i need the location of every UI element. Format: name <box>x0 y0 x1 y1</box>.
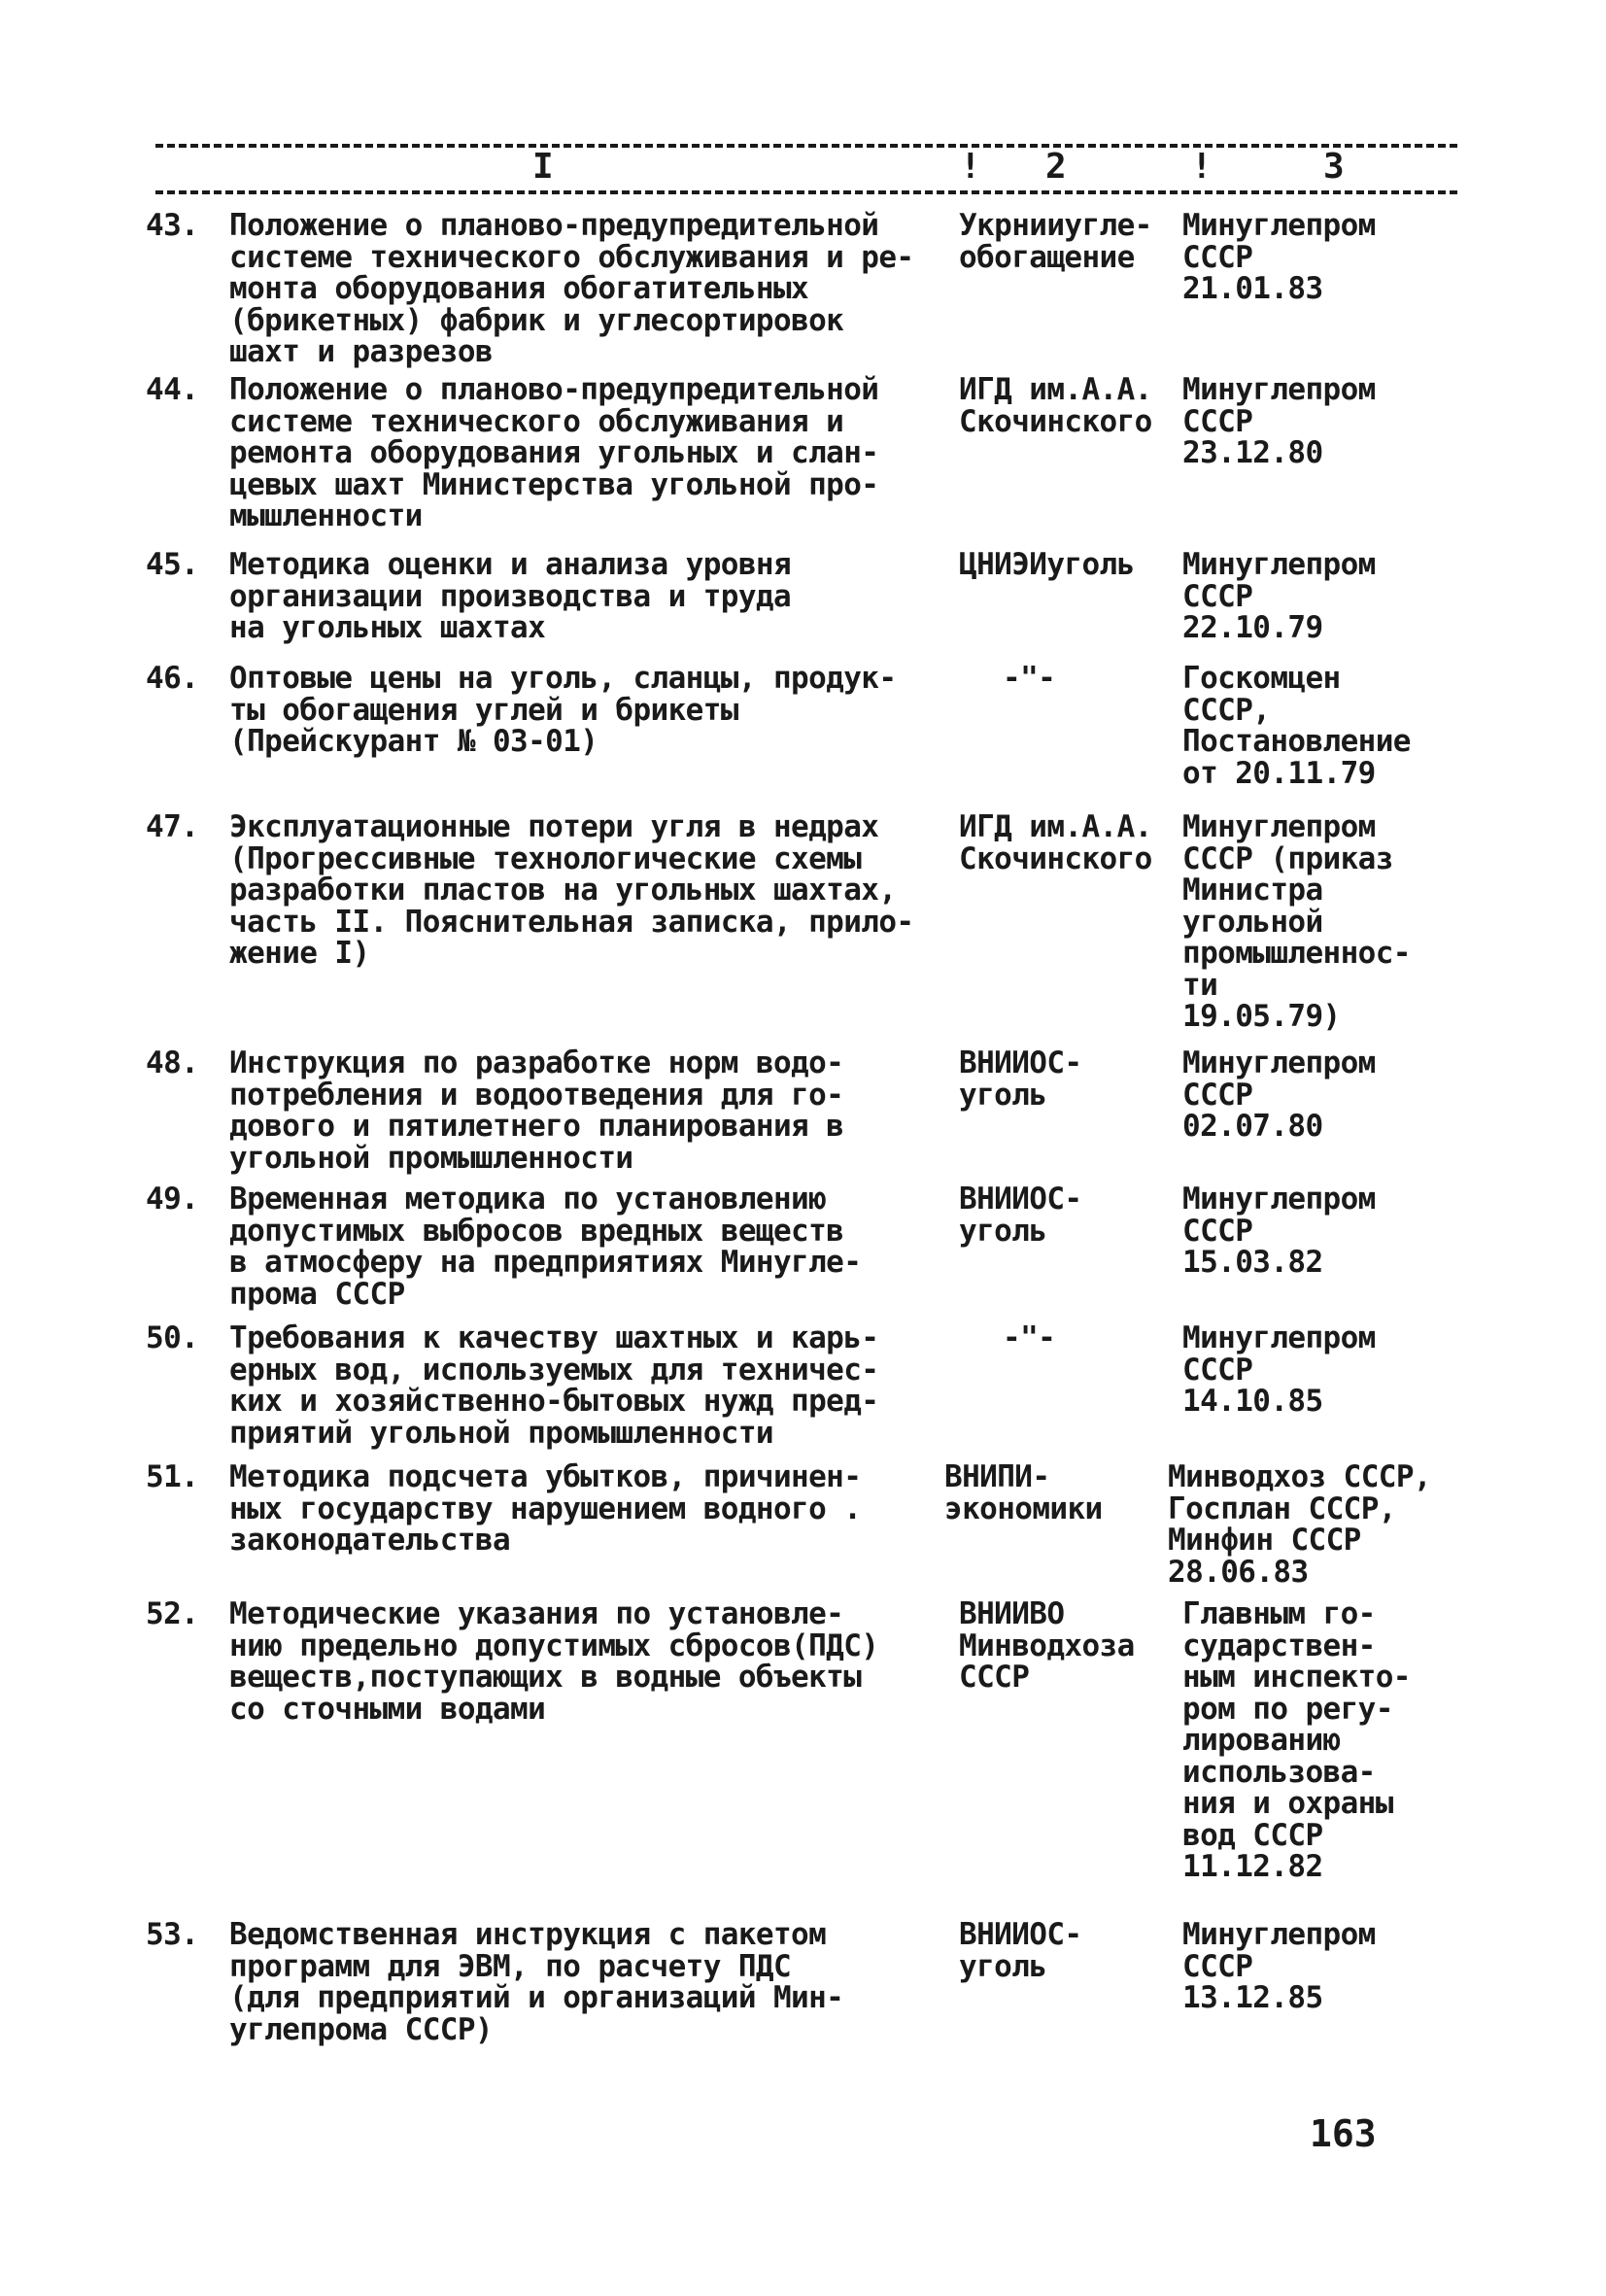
row-organization: ИГД им.А.А. Скочинского <box>959 809 1152 876</box>
row-organization: -"- <box>1003 661 1056 696</box>
row-title: Положение о планово-предупредительной системе технического обслуживания и ремонта оборудования угольных и слан- цевых шахт Министерства угольной про- мышленности <box>229 372 879 533</box>
table-row <box>0 374 1606 549</box>
row-approval: Главным го- сударствен- ным инспекто- ром по регу- лированию использова- ния и охраны вод СССР 11.12.82 <box>1182 1596 1411 1884</box>
table-row <box>0 663 1606 811</box>
row-number: 44. <box>146 372 199 407</box>
row-approval: Минуглепром СССР 13.12.85 <box>1182 1917 1376 2015</box>
row-organization: ВНИИОС- уголь <box>959 1917 1082 1984</box>
row-title: Оптовые цены на уголь, сланцы, продук- ты обогащения углей и брикеты (Прейскурант № 03-01) <box>229 661 897 759</box>
row-approval: Госкомцен СССР, Постановление от 20.11.79 <box>1182 661 1411 791</box>
table-row <box>0 1919 1606 2055</box>
row-approval: Минуглепром СССР (приказ Министра угольной промышленнос- ти 19.05.79) <box>1182 809 1411 1034</box>
column-header-2: 2 <box>1045 147 1067 187</box>
row-title: Ведомственная инструкция с пакетом программ для ЭВМ, по расчету ПДС (для предприятий и организаций Мин- углепрома СССР) <box>229 1917 844 2047</box>
column-header-1: I <box>532 147 554 187</box>
row-title: Временная методика по установлению допустимых выбросов вредных веществ в атмосферу на предприятиях Минугле- прома СССР <box>229 1182 862 1312</box>
row-title: Методика оценки и анализа уровня организации производства и труда на угольных шахтах <box>229 547 792 645</box>
row-title: Инструкция по разработке норм водо- потребления и водоотведения для го- дового и пятилетнего планирования в угольной промышленности <box>229 1045 844 1176</box>
row-title: Методические указания по установле- нию предельно допустимых сбросов(ПДС) веществ,поступающих в водные объекты со сточными водами <box>229 1596 879 1727</box>
column-separator-2: ! <box>1191 147 1213 187</box>
row-number: 51. <box>146 1459 199 1494</box>
column-separator-1: ! <box>960 147 981 187</box>
row-title: Методика подсчета убытков, причинен- ных государству нарушением водного . законодательства <box>229 1459 862 1558</box>
table-row <box>0 549 1606 663</box>
row-number: 46. <box>146 661 199 696</box>
row-organization: ВНИИВО Минводхоза СССР <box>959 1596 1135 1695</box>
row-organization: ЦНИЭИуголь <box>959 547 1135 582</box>
table-row <box>0 1183 1606 1322</box>
column-header-3: 3 <box>1323 147 1345 187</box>
row-organization: Укрнииугле- обогащение <box>959 208 1152 275</box>
table-row <box>0 1322 1606 1461</box>
row-title: Эксплуатационные потери угля в недрах (Прогрессивные технологические схемы разработки пластов на угольных шахтах, часть II. Пояснительная записка, прило- жение I) <box>229 809 914 971</box>
row-title: Требования к качеству шахтных и карь- ерных вод, используемых для техничес- ких и хозяйственно-бытовых нужд пред- приятий угольной промышленности <box>229 1320 879 1451</box>
row-organization: ВНИИОС- уголь <box>959 1045 1082 1113</box>
table-row <box>0 1461 1606 1598</box>
page-number: 163 <box>1310 2112 1377 2155</box>
document-table <box>0 210 1606 2055</box>
row-number: 52. <box>146 1596 199 1631</box>
row-number: 45. <box>146 547 199 582</box>
row-organization: -"- <box>1003 1320 1056 1355</box>
row-approval: Минуглепром СССР 02.07.80 <box>1182 1045 1376 1144</box>
row-organization: ИГД им.А.А. Скочинского <box>959 372 1152 439</box>
table-row <box>0 1598 1606 1919</box>
row-approval: Минуглепром СССР 15.03.82 <box>1182 1182 1376 1280</box>
row-approval: Минводхоз СССР, Госплан СССР, Минфин СССР 28.06.83 <box>1168 1459 1431 1590</box>
table-row <box>0 210 1606 374</box>
row-number: 47. <box>146 809 199 844</box>
row-number: 50. <box>146 1320 199 1355</box>
header-top-rule <box>155 144 1457 148</box>
table-row <box>0 1047 1606 1183</box>
row-organization: ВНИИОС- уголь <box>959 1182 1082 1249</box>
row-number: 48. <box>146 1045 199 1080</box>
header-bottom-rule <box>155 190 1457 194</box>
row-number: 49. <box>146 1182 199 1217</box>
row-approval: Минуглепром СССР 23.12.80 <box>1182 372 1376 470</box>
row-number: 53. <box>146 1917 199 1952</box>
row-approval: Минуглепром СССР 14.10.85 <box>1182 1320 1376 1419</box>
table-row <box>0 811 1606 1047</box>
row-title: Положение о планово-предупредительной системе технического обслуживания и ре- монта оборудования обогатительных (брикетных) фабрик и углесортировок шахт и разрезов <box>229 208 914 369</box>
row-approval: Минуглепром СССР 21.01.83 <box>1182 208 1376 306</box>
row-approval: Минуглепром СССР 22.10.79 <box>1182 547 1376 645</box>
row-number: 43. <box>146 208 199 243</box>
row-organization: ВНИПИ- экономики <box>944 1459 1103 1526</box>
